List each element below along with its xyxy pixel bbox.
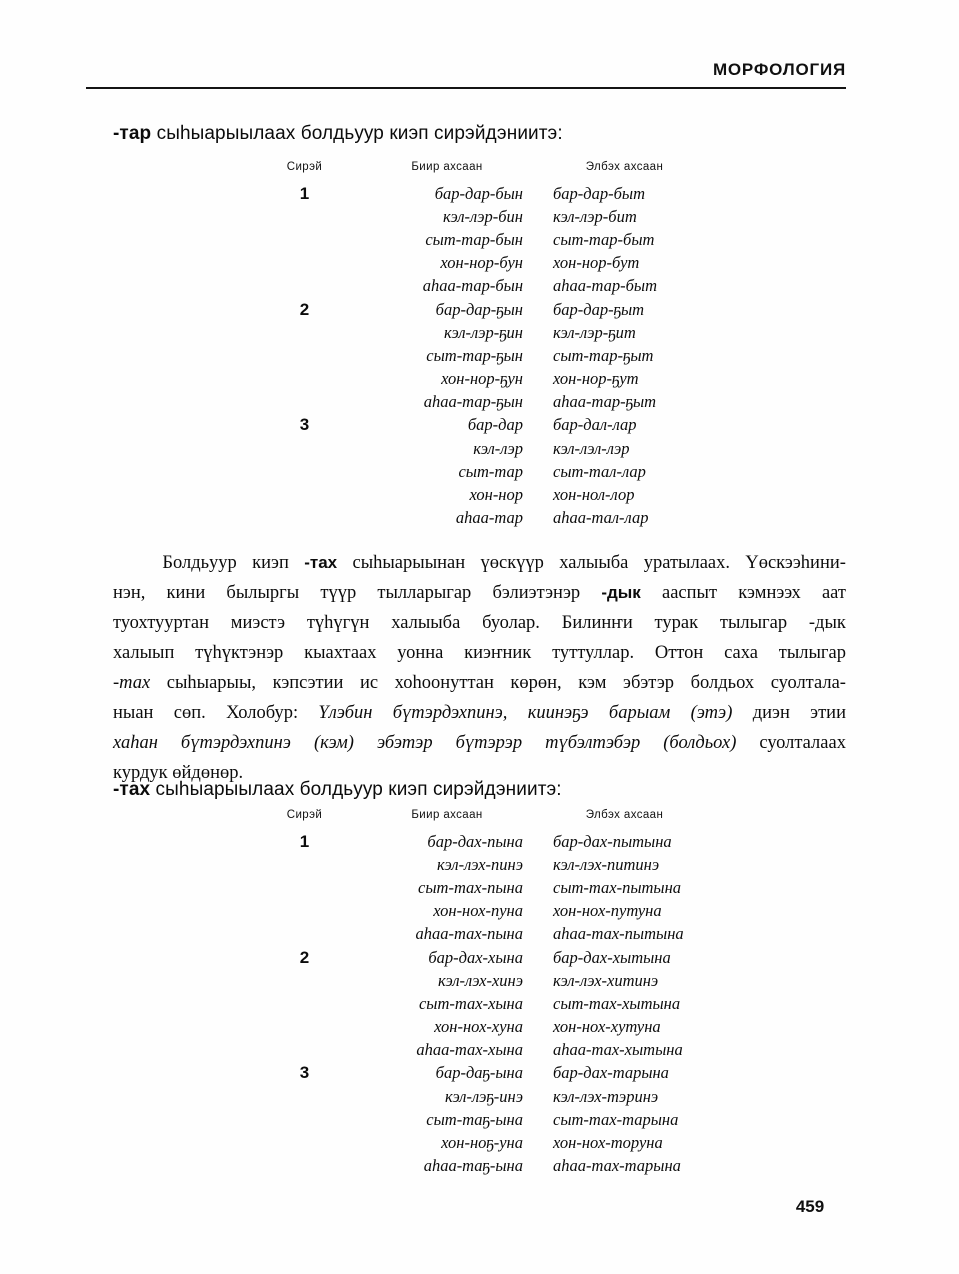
table-row	[252, 182, 712, 205]
singular-form: сыт-тар-бын	[425, 229, 523, 249]
plural-form: аһаа-тах-хытына	[553, 1040, 683, 1060]
table-body	[252, 182, 712, 530]
page-number: 459	[795, 1197, 825, 1216]
person-number: 1	[299, 831, 310, 851]
singular-form: кэл-лэр-бин	[442, 206, 523, 226]
plural-form: хон-нох-торуна	[553, 1133, 663, 1153]
section-heading-text-tax: сыһыарыылаах болдьуур киэп сирэйдэниитэ:	[150, 779, 562, 800]
paradigm-table-tax	[252, 809, 712, 1178]
table-row	[252, 321, 712, 344]
table-row	[252, 900, 712, 923]
plural-form: бар-дах-тарына	[553, 1063, 669, 1083]
plural-form: кэл-лэл-лэр	[553, 438, 630, 458]
person-number	[252, 252, 357, 275]
singular-form: кэл-лэр	[473, 438, 523, 458]
person-number	[252, 1131, 357, 1154]
singular-form: бар-дар-бын	[434, 183, 523, 203]
table-row	[252, 1085, 712, 1108]
plural-form: бар-дал-лар	[553, 415, 637, 435]
singular-form: аһаа-тар	[455, 508, 523, 528]
singular-form: аһаа-тах-хына	[416, 1040, 523, 1060]
singular-form: бар-даҕ-ына	[435, 1063, 523, 1083]
running-head-title: МОРФОЛОГИЯ	[712, 60, 846, 79]
plural-form: хон-нох-хутуна	[553, 1017, 661, 1037]
plural-form: аһаа-тар-быт	[553, 276, 657, 296]
paragraph-line: -тах сыһыарыы, кэпсэтии ис хоһоонуттан көрөн, кэм эбэтэр болдьох суолтала-	[113, 673, 846, 693]
plural-form: хон-нол-лор	[553, 485, 635, 505]
paragraph-line: туохтууртан миэстэ түһүгүн халыыба буолар. Билинҥи турак тылыгар -дык	[113, 613, 846, 633]
singular-form: аһаа-тар-бын	[422, 276, 523, 296]
table-row	[252, 830, 712, 853]
paradigm-table-tar	[252, 161, 712, 530]
table-body	[252, 830, 712, 1178]
table-row	[252, 992, 712, 1015]
plural-form: кэл-лэх-питинэ	[553, 854, 660, 874]
running-head-rule	[86, 87, 846, 89]
column-header-singular: Биир ахсаан	[411, 809, 483, 821]
person-number	[252, 1016, 357, 1039]
table-row	[252, 1016, 712, 1039]
person-number	[252, 1039, 357, 1062]
plural-form: кэл-лэх-тэринэ	[553, 1086, 659, 1106]
paragraph-line: курдук өйдөнөр.	[113, 763, 244, 783]
person-number	[252, 900, 357, 923]
singular-form: хон-нор-ҕун	[441, 369, 523, 389]
table-row	[252, 205, 712, 228]
plural-form: сыт-тар-быт	[553, 229, 655, 249]
plural-form: бар-дар-быт	[553, 183, 646, 203]
person-number	[252, 969, 357, 992]
paragraph-line: Болдьуур киэп -тах сыһыарыынан үөскүүр халыыба уратылаах. Үөскээһини-	[162, 553, 846, 573]
table-row	[252, 344, 712, 367]
person-number	[252, 275, 357, 298]
plural-form: сыт-тал-лар	[553, 461, 646, 481]
person-number: 3	[299, 1063, 310, 1083]
plural-form: аһаа-тар-ҕыт	[553, 392, 657, 412]
person-number	[252, 321, 357, 344]
table-row	[252, 414, 712, 437]
singular-form: кэл-лэҕ-инэ	[444, 1086, 523, 1106]
singular-form: хон-нох-пуна	[433, 901, 523, 921]
singular-form: бар-дар	[467, 415, 523, 435]
person-number	[252, 228, 357, 251]
person-number	[252, 391, 357, 414]
table-row	[252, 228, 712, 251]
plural-form: аһаа-тах-пытына	[553, 924, 684, 944]
person-number	[252, 483, 357, 506]
plural-form: хон-нор-ҕут	[553, 369, 639, 389]
table-row	[252, 1155, 712, 1178]
column-header-person: Сирэй	[286, 161, 323, 173]
singular-form: кэл-лэх-хинэ	[437, 970, 523, 990]
table-row	[252, 483, 712, 506]
plural-form: сыт-тах-тарына	[553, 1109, 679, 1129]
plural-form: сыт-тар-ҕыт	[553, 345, 654, 365]
plural-form: хон-нох-путуна	[553, 901, 662, 921]
plural-form: сыт-тах-хытына	[553, 993, 681, 1013]
person-number	[252, 853, 357, 876]
column-header-plural: Элбэх ахсаан	[585, 809, 664, 821]
person-number	[252, 992, 357, 1015]
table-row	[252, 946, 712, 969]
column-header-plural: Элбэх ахсаан	[585, 161, 664, 173]
singular-form: бар-дар-ҕын	[435, 299, 523, 319]
person-number	[252, 205, 357, 228]
person-number	[252, 460, 357, 483]
singular-form: сыт-тар	[458, 461, 523, 481]
table-row	[252, 969, 712, 992]
person-number: 2	[299, 947, 310, 967]
person-number	[252, 1108, 357, 1131]
paragraph-line: хаһан бүтэрдэхпинэ (кэм) эбэтэр бүтэрэр түбэлтэбэр (болдьох) суолталаах	[113, 733, 846, 753]
table-row	[252, 275, 712, 298]
body-paragraph	[113, 548, 846, 788]
table-row	[252, 1131, 712, 1154]
table-row	[252, 298, 712, 321]
person-number	[252, 876, 357, 899]
paragraph-line: ныан сөп. Холобур: Үлэбин бүтэрдэхпинэ, киинэҕэ барыам (этэ) диэн этии	[113, 703, 846, 723]
table-header-row	[252, 161, 712, 182]
table-row	[252, 1108, 712, 1131]
column-header-singular: Биир ахсаан	[411, 161, 483, 173]
plural-form: кэл-лэр-ҕит	[553, 322, 636, 342]
table-row	[252, 460, 712, 483]
section-heading-tar	[113, 123, 563, 145]
singular-form: хон-нох-хуна	[434, 1017, 523, 1037]
plural-form: хон-нор-бут	[553, 253, 640, 273]
singular-form: хон-ноҕ-уна	[441, 1133, 523, 1153]
table-row	[252, 876, 712, 899]
singular-form: бар-дах-пына	[427, 831, 523, 851]
table-row	[252, 507, 712, 530]
section-affix-tar: -тар	[113, 123, 152, 144]
table-row	[252, 1039, 712, 1062]
singular-form: сыт-тах-пына	[418, 877, 523, 897]
table-row	[252, 368, 712, 391]
person-number: 2	[299, 299, 310, 319]
column-header-person: Сирэй	[286, 809, 323, 821]
section-affix-tax: -тах	[113, 779, 151, 800]
plural-form: сыт-тах-пытына	[553, 877, 682, 897]
plural-form: бар-дар-ҕыт	[553, 299, 645, 319]
plural-form: аһаа-тал-лар	[553, 508, 649, 528]
table-row	[252, 437, 712, 460]
plural-form: кэл-лэр-бит	[553, 206, 637, 226]
singular-form: бар-дах-хына	[428, 947, 523, 967]
conjugation-table	[252, 809, 712, 1178]
person-number	[252, 368, 357, 391]
table-row	[252, 923, 712, 946]
singular-form: хон-нор-бун	[440, 253, 523, 273]
table-row	[252, 853, 712, 876]
paragraph-line: нэн, кини былыргы түүр тылларыгар бэлиэтэнэр -дык ааспыт кэмнээх аат	[113, 583, 846, 603]
singular-form: кэл-лэр-ҕин	[443, 322, 523, 342]
section-heading-text-tar: сыһыарыылаах болдьуур киэп сирэйдэниитэ:	[151, 123, 563, 144]
conjugation-table	[252, 161, 712, 530]
person-number	[252, 923, 357, 946]
person-number	[252, 344, 357, 367]
plural-form: кэл-лэх-хитинэ	[553, 970, 659, 990]
plural-form: бар-дах-хытына	[553, 947, 671, 967]
table-header-row	[252, 809, 712, 830]
person-number	[252, 507, 357, 530]
singular-form: хон-нор	[469, 485, 523, 505]
singular-form: аһаа-тах-пына	[415, 924, 523, 944]
plural-form: бар-дах-пытына	[553, 831, 672, 851]
person-number	[252, 1155, 357, 1178]
paragraph-line: халыып түһүктэнэр кыахтаах уонна киэҥник туттуллар. Оттон саха тылыгар	[113, 643, 846, 663]
person-number: 3	[299, 415, 310, 435]
singular-form: сыт-таҕ-ына	[426, 1109, 523, 1129]
singular-form: кэл-лэх-пинэ	[437, 854, 523, 874]
person-number	[252, 1085, 357, 1108]
table-row	[252, 252, 712, 275]
plural-form: аһаа-тах-тарына	[553, 1156, 681, 1176]
singular-form: аһаа-таҕ-ына	[423, 1156, 523, 1176]
person-number: 1	[299, 183, 310, 203]
singular-form: сыт-тар-ҕын	[426, 345, 523, 365]
section-heading-tax	[113, 779, 562, 801]
table-row	[252, 391, 712, 414]
running-head	[86, 60, 846, 80]
person-number	[252, 437, 357, 460]
singular-form: аһаа-тар-ҕын	[423, 392, 523, 412]
singular-form: сыт-тах-хына	[418, 993, 523, 1013]
table-row	[252, 1062, 712, 1085]
